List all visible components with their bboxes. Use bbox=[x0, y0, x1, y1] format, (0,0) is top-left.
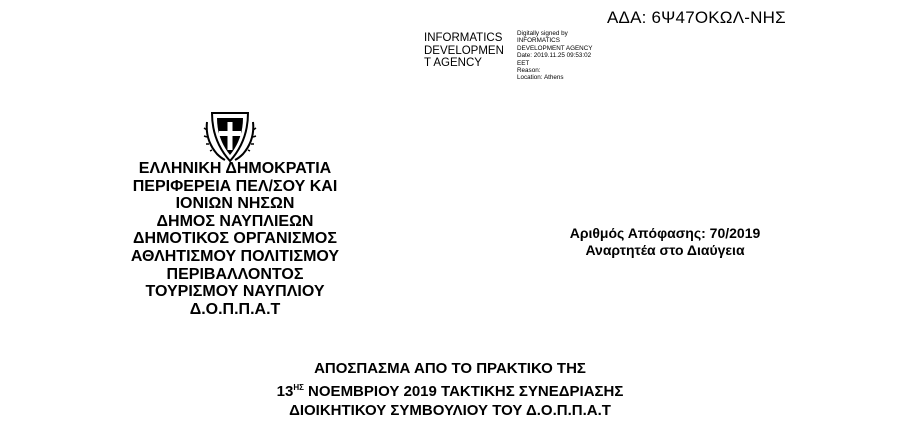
signature-org-line: INFORMATICS bbox=[424, 32, 503, 44]
signature-organization bbox=[424, 32, 516, 70]
authority-line: ΠΕΡΙΦΕΡΕΙΑ ΠΕΛ/ΣΟΥ ΚΑΙ bbox=[132, 177, 338, 195]
signature-detail-line: Digitally signed by bbox=[517, 30, 568, 37]
signature-detail-line: Location: Athens bbox=[517, 74, 564, 82]
signature-detail-line: EET bbox=[517, 59, 530, 67]
greek-coat-of-arms-icon bbox=[203, 110, 257, 164]
authority-line: ΑΘΛΗΤΙΣΜΟΥ ΠΟΛΙΤΙΣΜΟΥ bbox=[130, 247, 340, 265]
signature-detail-line: INFORMATICS bbox=[517, 37, 560, 45]
authority-line: ΔΗΜΟΤΙΚΟΣ ΟΡΓΑΝΙΣΜΟΣ bbox=[133, 230, 337, 248]
ordinal-suffix: ΗΣ bbox=[293, 383, 304, 392]
signature-detail-line: DEVELOPMENT AGENCY bbox=[517, 44, 593, 52]
signature-detail-line: Date: 2019.11.25 09:53:02 bbox=[517, 52, 592, 60]
authority-line: ΔΗΜΟΣ ΝΑΥΠΛΙΕΩΝ bbox=[156, 212, 314, 230]
decision-info bbox=[535, 225, 795, 259]
title-line: ΔΙΟΙΚΗΤΙΚΟΥ ΣΥΜΒΟΥΛΙΟΥ ΤΟΥ Δ.Ο.Π.Π.Α.Τ bbox=[289, 402, 611, 419]
signature-org-line: T AGENCY bbox=[424, 57, 482, 69]
authority-line: ΤΟΥΡΙΣΜΟΥ ΝΑΥΠΛΙΟΥ bbox=[145, 283, 325, 301]
digital-signature-details bbox=[517, 30, 627, 82]
authority-line: ΕΛΛΗΝΙΚΗ ΔΗΜΟΚΡΑΤΙΑ bbox=[138, 160, 332, 177]
document-title bbox=[180, 359, 720, 420]
title-line: ΑΠΟΣΠΑΣΜΑ ΑΠΟ ΤΟ ΠΡΑΚΤΙΚΟ ΤΗΣ bbox=[314, 360, 586, 377]
ada-code: ΑΔΑ: 6Ψ47ΟΚΩΛ-ΝΗΣ bbox=[607, 8, 786, 27]
decision-number: Αριθμός Απόφασης: 70/2019 bbox=[569, 225, 761, 241]
title-line bbox=[180, 378, 720, 401]
session-description: ΝΟΕΜΒΡΙΟΥ 2019 ΤΑΚΤΙΚΗΣ ΣΥΝΕΔΡΙΑΣΗΣ bbox=[303, 383, 624, 400]
publication-note: Αναρτητέα στο Διαύγεια bbox=[585, 242, 745, 258]
authority-line: Δ.Ο.Π.Π.Α.Τ bbox=[189, 300, 281, 318]
session-day: 13 bbox=[276, 383, 294, 400]
signature-detail-line: Reason: bbox=[517, 67, 541, 75]
authority-line: ΠΕΡΙΒΑΛΛΟΝΤΟΣ bbox=[166, 265, 304, 283]
signature-org-line: DEVELOPMEN bbox=[424, 44, 504, 57]
authority-line: ΙΟΝΙΩΝ ΝΗΣΩΝ bbox=[175, 195, 295, 213]
issuing-authority-block bbox=[110, 160, 360, 318]
